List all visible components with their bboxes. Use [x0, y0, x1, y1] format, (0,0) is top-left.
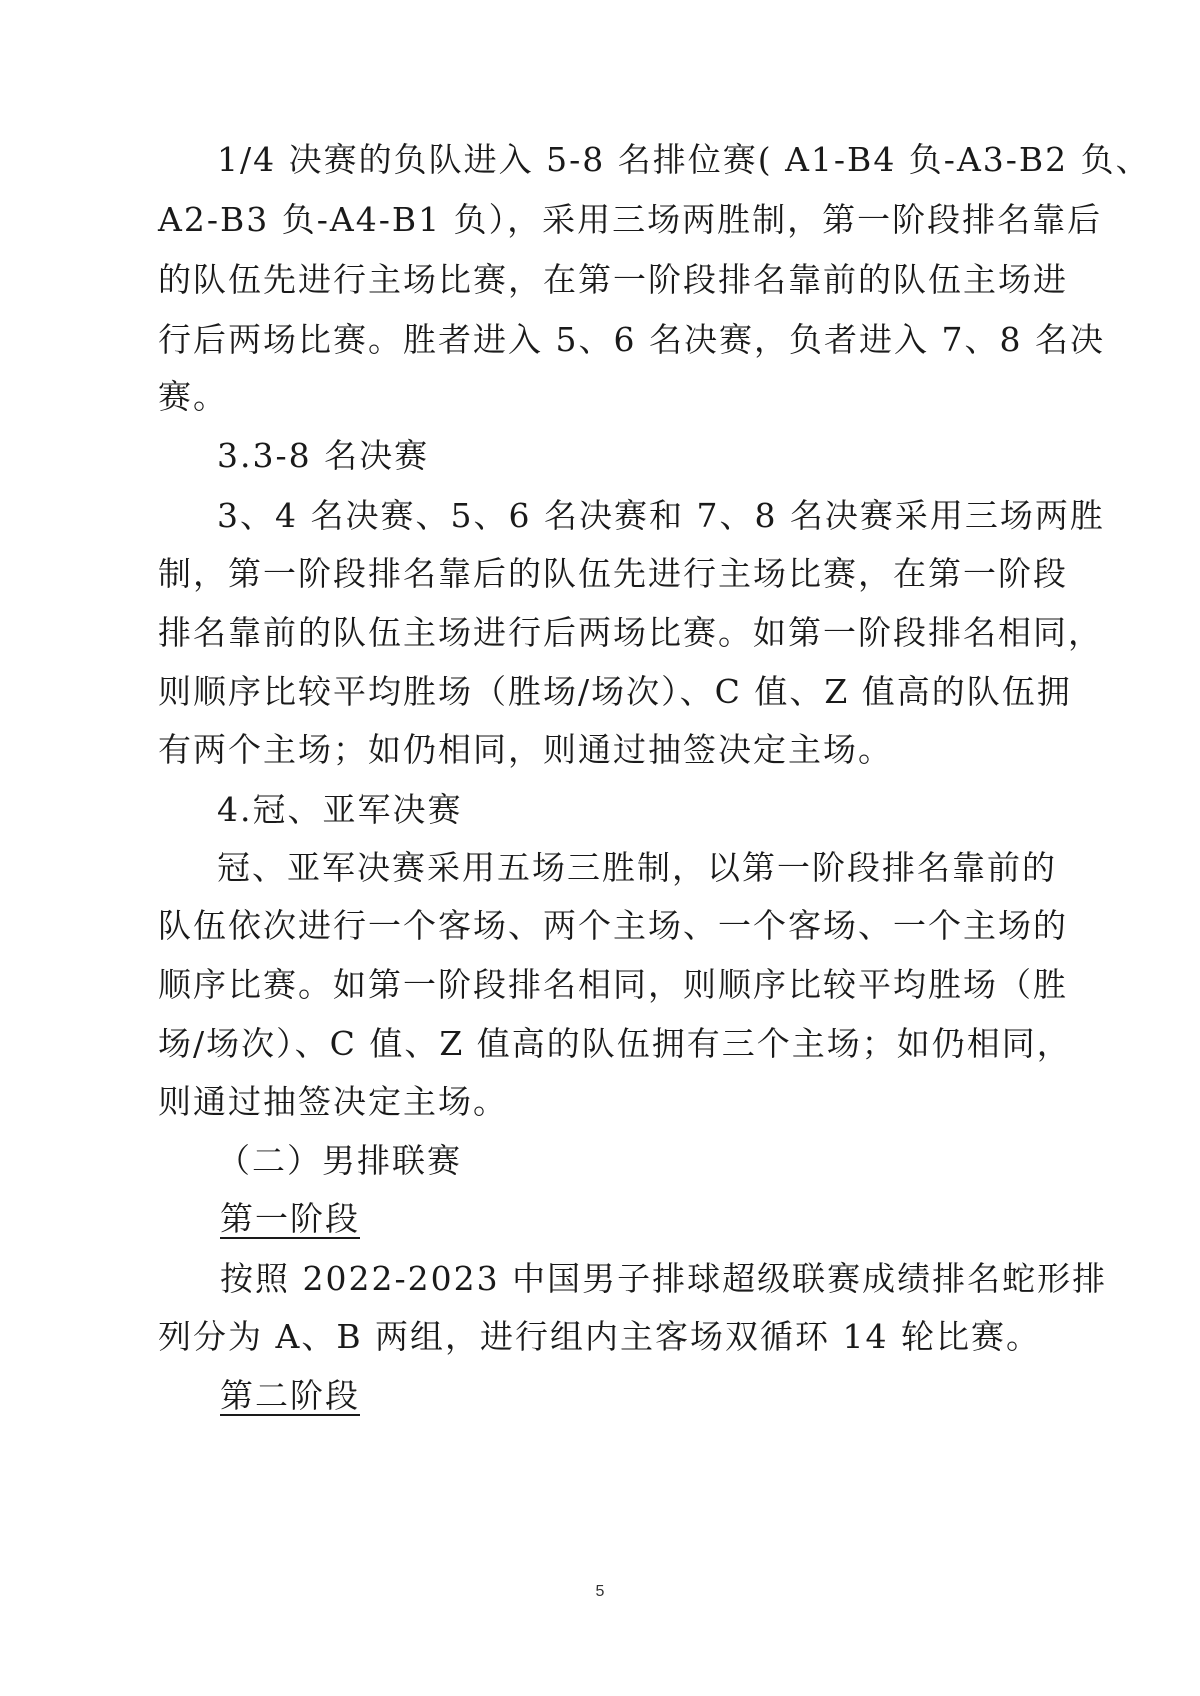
page-number: 5 — [595, 1583, 605, 1600]
paragraph-line: 的队伍先进行主场比赛，在第一阶段排名靠前的队伍主场进 — [158, 260, 1068, 299]
paragraph-line: 则通过抽签决定主场。 — [158, 1082, 508, 1121]
paragraph-line: 队伍依次进行一个客场、两个主场、一个客场、一个主场的 — [158, 906, 1068, 945]
paragraph-line: 场/场次）、C 值、Z 值高的队伍拥有三个主场；如仍相同， — [158, 1024, 1072, 1063]
section-heading: （二）男排联赛 — [217, 1141, 462, 1180]
paragraph-line: 冠、亚军决赛采用五场三胜制，以第一阶段排名靠前的 — [217, 848, 1057, 887]
section-heading: 3.3-8 名决赛 — [217, 436, 430, 475]
paragraph-line: 1/4 决赛的负队进入 5-8 名排位赛( A1-B4 负-A3-B2 负、 — [217, 140, 1151, 179]
subsection-heading: 第一阶段 — [220, 1199, 360, 1238]
section-heading: 4.冠、亚军决赛 — [217, 790, 463, 829]
paragraph-line: 有两个主场；如仍相同，则通过抽签决定主场。 — [158, 730, 893, 769]
paragraph-line: 列分为 A、B 两组，进行组内主客场双循环 14 轮比赛。 — [158, 1317, 1042, 1356]
paragraph-line: 排名靠前的队伍主场进行后两场比赛。如第一阶段排名相同， — [158, 613, 1103, 652]
paragraph-line: 按照 2022-2023 中国男子排球超级联赛成绩排名蛇形排 — [220, 1259, 1108, 1298]
subsection-heading: 第二阶段 — [220, 1376, 360, 1415]
paragraph-line: 顺序比赛。如第一阶段排名相同，则顺序比较平均胜场（胜 — [158, 965, 1068, 1004]
paragraph-line: 制，第一阶段排名靠后的队伍先进行主场比赛，在第一阶段 — [158, 554, 1068, 593]
paragraph-line: 3、4 名决赛、5、6 名决赛和 7、8 名决赛采用三场两胜 — [217, 496, 1105, 535]
paragraph-line: 行后两场比赛。胜者进入 5、6 名决赛，负者进入 7、8 名决 — [158, 320, 1105, 359]
paragraph-line: A2-B3 负-A4-B1 负），采用三场两胜制，第一阶段排名靠后 — [158, 200, 1103, 239]
paragraph-line: 赛。 — [158, 377, 228, 416]
paragraph-line: 则顺序比较平均胜场（胜场/场次）、C 值、Z 值高的队伍拥 — [158, 672, 1072, 711]
